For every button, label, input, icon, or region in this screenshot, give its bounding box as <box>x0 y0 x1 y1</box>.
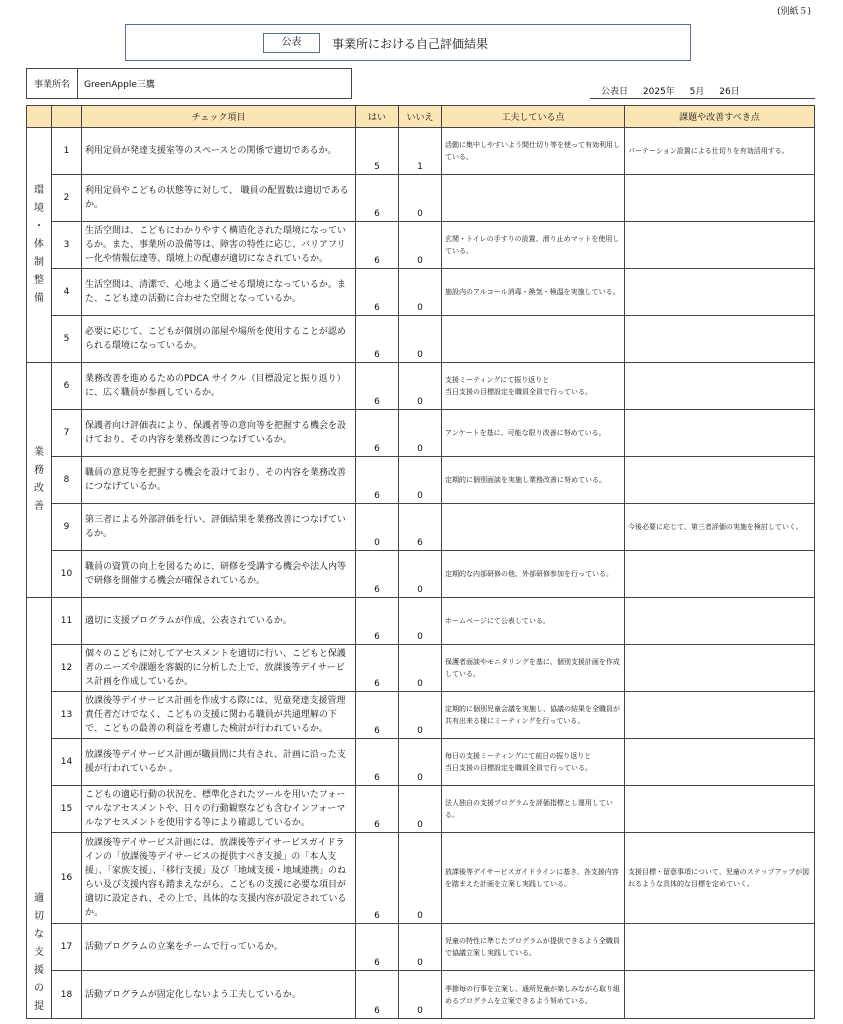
header-category <box>27 106 52 128</box>
yes-count: 6 <box>356 833 399 924</box>
check-item-text: 生活空間は、清潔で、心地よく過ごせる環境になっているか。また、こども達の活動に合わせた空間となっているか。 <box>82 269 356 316</box>
issue-note <box>625 786 815 833</box>
yes-count: 6 <box>356 551 399 598</box>
item-number: 11 <box>52 598 82 645</box>
item-number: 17 <box>52 924 82 971</box>
check-item-text: 利用定員が発達支援室等のスペースとの関係で適切であるか。 <box>82 128 356 175</box>
yes-count: 6 <box>356 175 399 222</box>
table-row <box>27 175 815 222</box>
check-item-text: 第三者による外部評価を行い、評価結果を業務改善につなげているか。 <box>82 504 356 551</box>
office-box <box>26 68 352 99</box>
check-item-text: 職員の資質の向上を図るために、研修を受講する機会や法人内等で研修を開催する機会が確保されているか。 <box>82 551 356 598</box>
item-number: 2 <box>52 175 82 222</box>
pub-year: 2025年 <box>642 87 675 97</box>
table-row <box>27 316 815 363</box>
yes-count: 5 <box>356 128 399 175</box>
table-header-row <box>27 106 815 128</box>
header-yes: はい <box>356 106 399 128</box>
item-number: 12 <box>52 645 82 692</box>
table-row <box>27 410 815 457</box>
effort-note: 玄関・トイレの手すりの設置、滑り止めマットを使用している。 <box>442 222 625 269</box>
issue-note <box>625 175 815 222</box>
table-row <box>27 598 815 645</box>
issue-note <box>625 551 815 598</box>
table-row <box>27 128 815 175</box>
no-count: 0 <box>399 924 442 971</box>
publication-date <box>601 84 752 97</box>
header-check-item: チェック項目 <box>82 106 356 128</box>
issue-note <box>625 924 815 971</box>
category-label: 業 務 改 善 <box>27 363 52 598</box>
no-count: 0 <box>399 598 442 645</box>
effort-note: 季節毎の行事を立案し、通所児童が楽しみながら取り組めるプログラムを立案できるよう努めている。 <box>442 971 625 1019</box>
check-item-text: 放課後等デイサービス計画には、放課後等デイサービスガイドラインの「放課後等デイサービスの提供すべき支援」の「本人支援」、「家族支援」、「移行支援」及び「地域支援・地域連携」のねらい及び支援内容も踏まえながら、こどもの支援に必要な項目が適切に設定され、その上で、具体的な支援内容が設定されているか。 <box>82 833 356 924</box>
check-item-text: 職員の意見等を把握する機会を設けており、その内容を業務改善につなげているか。 <box>82 457 356 504</box>
check-item-text: 適切に支援プログラムが作成、公表されているか。 <box>82 598 356 645</box>
check-item-text: 保護者向け評価表により、保護者等の意向等を把握する機会を設けており、その内容を業務改善につなげているか。 <box>82 410 356 457</box>
yes-count: 6 <box>356 924 399 971</box>
header-no: いいえ <box>399 106 442 128</box>
check-item-text: 業務改善を進めるためのPDCA サイクル（目標設定と振り返り）に、広く職員が参画しているか。 <box>82 363 356 410</box>
pub-day: 26日 <box>719 87 740 97</box>
effort-note: 活動に集中しやすいよう間仕切り等を使って有効利用している。 <box>442 128 625 175</box>
check-item-text: こどもの適応行動の状況を、標準化されたツールを用いたフォーマルなアセスメントや、日々の行動観察なども含むインフォーマルなアセスメントを使用する等により確認しているか。 <box>82 786 356 833</box>
effort-note <box>442 175 625 222</box>
issue-note <box>625 269 815 316</box>
yes-count: 6 <box>356 410 399 457</box>
category-label: 適 切 な 支 援 の 提 <box>27 598 52 1019</box>
annex-label: (別紙５) <box>776 7 811 17</box>
yes-count: 6 <box>356 269 399 316</box>
title-box <box>125 24 691 61</box>
yes-count: 6 <box>356 222 399 269</box>
evaluation-table <box>26 105 815 1019</box>
item-number: 1 <box>52 128 82 175</box>
table-row <box>27 786 815 833</box>
yes-count: 6 <box>356 645 399 692</box>
no-count: 0 <box>399 316 442 363</box>
effort-note: 保護者面談やモニタリングを基に、個別支援計画を作成している。 <box>442 645 625 692</box>
table-row <box>27 739 815 786</box>
item-number: 13 <box>52 692 82 739</box>
effort-note: 児童の特性に準じたプログラムが提供できるよう全職員で協議立案し実践している。 <box>442 924 625 971</box>
yes-count: 6 <box>356 457 399 504</box>
table-row <box>27 269 815 316</box>
effort-note: 支援ミーティングにて振り返りと 当日支援の目標設定を職員全員で行っている。 <box>442 363 625 410</box>
yes-count: 6 <box>356 971 399 1019</box>
item-number: 16 <box>52 833 82 924</box>
item-number: 15 <box>52 786 82 833</box>
effort-note <box>442 316 625 363</box>
yes-count: 0 <box>356 504 399 551</box>
header-efforts: 工夫している点 <box>442 106 625 128</box>
table-row <box>27 692 815 739</box>
effort-note: ホームページにて公表している。 <box>442 598 625 645</box>
check-item-text: 個々のこどもに対してアセスメントを適切に行い、こどもと保護者のニーズや課題を客観的に分析した上で、放課後等デイサービス計画を作成しているか。 <box>82 645 356 692</box>
check-item-text: 必要に応じて、こどもが個別の部屋や場所を使用することが認められる環境になっているか。 <box>82 316 356 363</box>
table-row <box>27 645 815 692</box>
effort-note: 定期的に個別面談を実施し業務改善に努めている。 <box>442 457 625 504</box>
table-row <box>27 504 815 551</box>
issue-note: 今後必要に応じて、第三者評価の実施を検討していく。 <box>625 504 815 551</box>
item-number: 9 <box>52 504 82 551</box>
table-row <box>27 551 815 598</box>
issue-note: パーテーション設置による仕切りを有効活用する。 <box>625 128 815 175</box>
check-item-text: 利用定員やこどもの状態等に対して、 職員の配置数は適切であるか。 <box>82 175 356 222</box>
office-label: 事業所名 <box>27 69 78 98</box>
no-count: 0 <box>399 833 442 924</box>
item-number: 10 <box>52 551 82 598</box>
yes-count: 6 <box>356 363 399 410</box>
no-count: 0 <box>399 457 442 504</box>
check-item-text: 生活空間は、こどもにわかりやすく構造化された環境になっているか。また、事業所の設備等は、障害の特性に応じ、バリアフリー化や情報伝達等、環境上の配慮が適切になされているか。 <box>82 222 356 269</box>
header-issues: 課題や改善すべき点 <box>625 106 815 128</box>
issue-note: 支援目標・留意事項について、児童のステップアップが図れるような具体的な目標を定めていく。 <box>625 833 815 924</box>
no-count: 0 <box>399 739 442 786</box>
no-count: 0 <box>399 410 442 457</box>
publication-tag: 公表 <box>263 33 320 53</box>
effort-note: 毎日の支援ミーティングにて前日の振り返りと 当日支援の目標設定を職員全員で行っている。 <box>442 739 625 786</box>
no-count: 0 <box>399 269 442 316</box>
effort-note: 放課後等デイサービスガイドラインに基き、各支援内容を踏まえた計画を立案し実践している。 <box>442 833 625 924</box>
category-label: 環 境 ・ 体 制 整 備 <box>27 128 52 363</box>
issue-note <box>625 410 815 457</box>
yes-count: 6 <box>356 598 399 645</box>
pub-date-label: 公表日 <box>601 87 629 97</box>
effort-note <box>442 504 625 551</box>
check-item-text: 活動プログラムの立案をチームで行っているか。 <box>82 924 356 971</box>
effort-note: 定期的に個別児童会議を実施し、協議の結果を全職員が共有出来る様にミーティングを行っている。 <box>442 692 625 739</box>
issue-note <box>625 645 815 692</box>
no-count: 0 <box>399 645 442 692</box>
no-count: 0 <box>399 222 442 269</box>
no-count: 0 <box>399 175 442 222</box>
check-item-text: 放課後等デイサービス計画を作成する際には、児童発達支援管理責任者だけでなく、こどもの支援に関わる職員が共通理解の下で、こどもの最善の利益を考慮した検討が行われているか。 <box>82 692 356 739</box>
no-count: 0 <box>399 551 442 598</box>
check-item-text: 活動プログラムが固定化しないよう工夫しているか。 <box>82 971 356 1019</box>
effort-note: アンケートを基に、可能な限り改善に努めている。 <box>442 410 625 457</box>
pub-date-underline <box>590 98 815 99</box>
check-item-text: 放課後等デイサービス計画が職員間に共有され、計画に沿った支援が行われているか 。 <box>82 739 356 786</box>
issue-note <box>625 692 815 739</box>
issue-note <box>625 457 815 504</box>
office-name: GreenApple三鷹 <box>84 80 155 90</box>
no-count: 0 <box>399 692 442 739</box>
no-count: 1 <box>399 128 442 175</box>
issue-note <box>625 316 815 363</box>
table-row <box>27 457 815 504</box>
issue-note <box>625 971 815 1019</box>
item-number: 3 <box>52 222 82 269</box>
effort-note: 施設内のアルコール消毒・換気・検温を実施している。 <box>442 269 625 316</box>
yes-count: 6 <box>356 739 399 786</box>
issue-note <box>625 363 815 410</box>
no-count: 0 <box>399 363 442 410</box>
item-number: 5 <box>52 316 82 363</box>
document-title: 事業所における自己評価結果 <box>332 37 489 51</box>
item-number: 4 <box>52 269 82 316</box>
effort-note: 定期的な内部研修の他、外部研修参加を行っている。 <box>442 551 625 598</box>
item-number: 14 <box>52 739 82 786</box>
item-number: 7 <box>52 410 82 457</box>
yes-count: 6 <box>356 786 399 833</box>
header-number <box>52 106 82 128</box>
issue-note <box>625 739 815 786</box>
table-row <box>27 833 815 924</box>
table-row <box>27 924 815 971</box>
no-count: 6 <box>399 504 442 551</box>
table-row <box>27 971 815 1019</box>
issue-note <box>625 598 815 645</box>
no-count: 0 <box>399 971 442 1019</box>
yes-count: 6 <box>356 692 399 739</box>
yes-count: 6 <box>356 316 399 363</box>
issue-note <box>625 222 815 269</box>
table-row <box>27 363 815 410</box>
no-count: 0 <box>399 786 442 833</box>
item-number: 6 <box>52 363 82 410</box>
item-number: 18 <box>52 971 82 1019</box>
table-row <box>27 222 815 269</box>
effort-note: 法人独自の支援プログラムを評価指標とし運用している。 <box>442 786 625 833</box>
pub-month: 5月 <box>689 87 705 97</box>
item-number: 8 <box>52 457 82 504</box>
